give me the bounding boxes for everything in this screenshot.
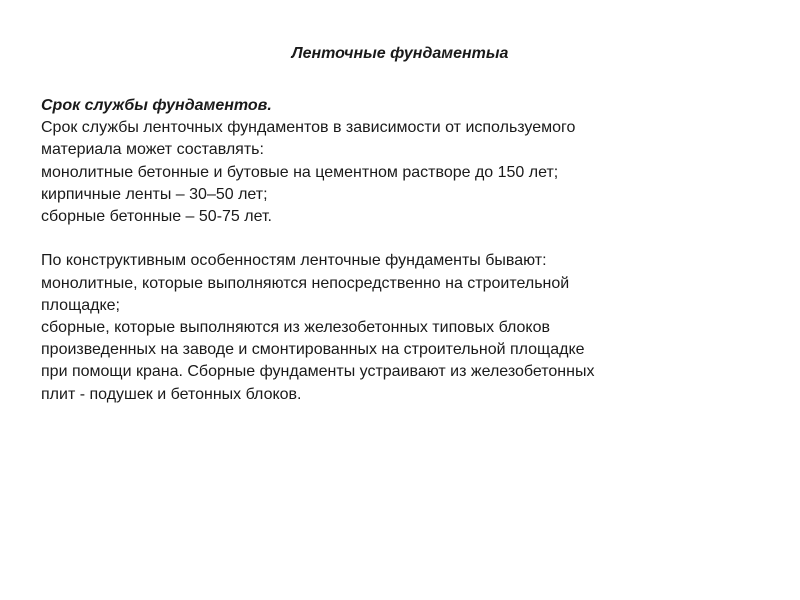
text-line: кирпичные ленты – 30–50 лет; — [41, 185, 268, 203]
slide-body — [41, 95, 781, 406]
text-line: плит - подушек и бетонных блоков. — [41, 385, 302, 403]
text-line: площадке; — [41, 296, 120, 314]
paragraph-gap — [41, 228, 781, 250]
slide-title: Ленточные фундаментыа — [291, 45, 509, 62]
text-line: при помощи крана. Сборные фундаменты устраивают из железобетонных — [41, 363, 595, 381]
section-heading-service-life: Срок службы фундаментов. — [41, 97, 272, 114]
text-line: сборные, которые выполняются из железобетонных типовых блоков — [41, 319, 551, 337]
text-line: произведенных на заводе и смонтированных на строительной площадке — [41, 341, 585, 359]
text-line: Срок службы ленточных фундаментов в зависимости от используемого — [41, 119, 576, 137]
text-line: материала может составлять: — [41, 141, 264, 159]
text-line: монолитные бетонные и бутовые на цементном растворе до 150 лет; — [41, 163, 559, 181]
text-line: сборные бетонные – 50-75 лет. — [41, 208, 272, 226]
text-line: монолитные, которые выполняются непосредственно на строительной — [41, 274, 570, 292]
text-line: По конструктивным особенностям ленточные фундаменты бывают: — [41, 252, 547, 270]
